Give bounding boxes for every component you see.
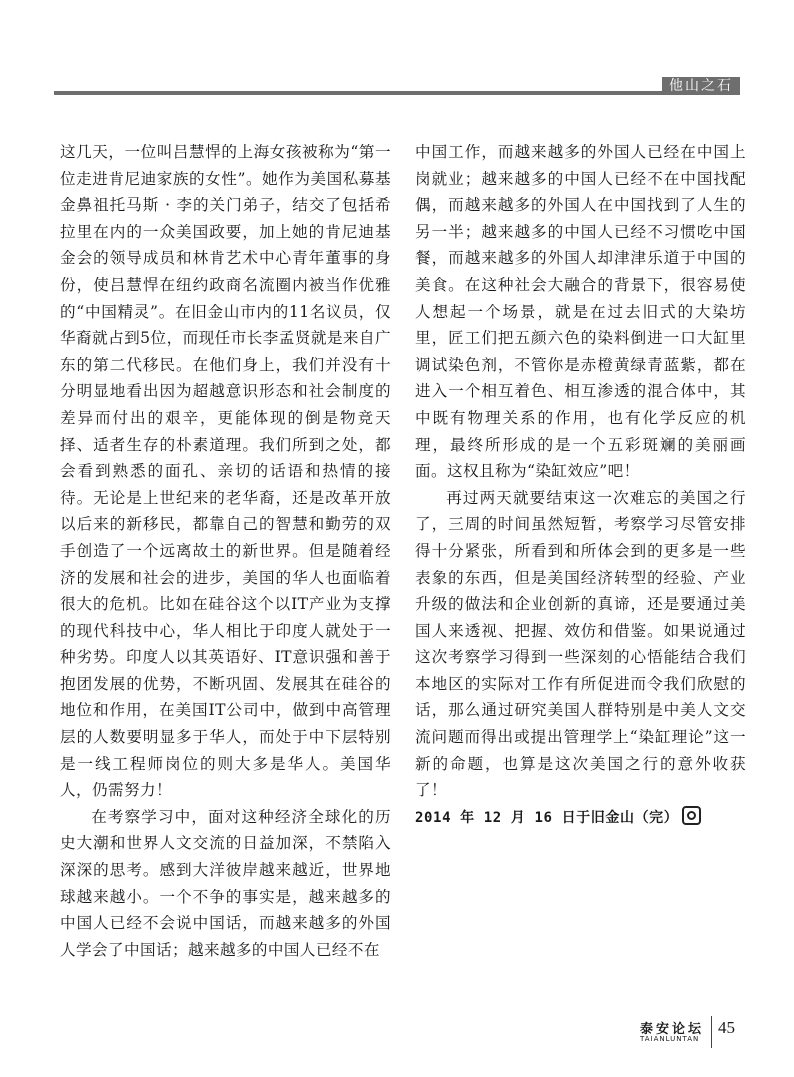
footer-divider <box>711 1016 712 1048</box>
header-rule <box>54 91 740 95</box>
page-footer <box>640 1016 740 1056</box>
paragraph: 在考察学习中，面对这种经济全球化的历史大潮和世界人文交流的日益加深，不禁陷入深深的思考。感到大洋彼岸越来越近，世界地球越来越小。一个不争的事实是，越来越多的中国人已经不会说中国话，而越来越多的外国人学会了中国话；越来越多的中国人已经不在 <box>60 807 391 959</box>
paragraph: 中国工作，而越来越多的外国人已经在中国上岗就业；越来越多的中国人已经不在中国找配偶，而越来越多的外国人在中国找到了人生的另一半；越来越多的中国人已经不习惯吃中国餐，而越来越多的外国人却津津乐道于中国的美食。在这种社会大融合的背景下，很容易使人想起一个场景，就是在过去旧式的大染坊里，匠工们把五颜六色的染料倒进一口大缸里调试染色剂，不管你是赤橙黄绿青蓝紫，都在进入一个相互着色、相互渗透的混合体中，其中既有物理关系的作用，也有化学反应的机理，最终所形成的是一个五彩斑斓的美丽画面。这权且称为“染缸效应”吧！ <box>415 143 746 481</box>
magazine-logo: 泰安论坛 <box>640 1022 705 1037</box>
paragraph: 这几天，一位叫吕慧悍的上海女孩被称为“第一位走进肯尼迪家族的女性”。她作为美国私募基金鼻祖托马斯 · 李的关门弟子，结交了包括希拉里在内的一众美国政要，加上她的肯尼迪基金会的领导成员和林肯艺术中心青年董事的身份，使吕慧悍在纽约政商名流圈内被当作优雅的“中国精灵”。在旧金山市内的11名议员，仅华裔就占到5位，而现任市长李孟贤就是来自广东的第二代移民。在他们身上，我们并没有十分明显地看出因为超越意识形态和社会制度的差异而付出的艰辛，更能体现的倒是物竞天择、适者生存的朴素道理。我们所到之处，都会看到熟悉的面孔、亲切的话语和热情的接待。无论是上世纪来的老华裔，还是改革开放以后来的新移民，都靠自己的智慧和勤劳的双手创造了一个远离故土的新世界。但是随着经济的发展和社会的进步，美国的华人也面临着很大的危机。比如在硅谷这个以IT产业为支撑的现代科技中心，华人相比于印度人就处于一种劣势。印度人以其英语好、IT意识强和善于抱团发展的优势，不断巩固、发展其在硅谷的地位和作用，在美国IT公司中，做到中高管理层的人数要明显多于华人，而处于中下层特别是一线工程师岗位的则大多是华人。美国华人，仍需努力！ <box>60 143 391 800</box>
left-column <box>60 139 391 963</box>
page-number: 45 <box>718 1018 735 1037</box>
end-mark-icon <box>682 806 701 825</box>
signoff-text: 2014 年 12 月 16 日于旧金山（完） <box>415 809 679 826</box>
right-column <box>415 139 746 829</box>
section-label: 他山之石 <box>662 77 740 95</box>
magazine-logo-pinyin: TAIANLUNTAN <box>640 1035 700 1043</box>
signoff-line <box>415 806 746 829</box>
paragraph: 再过两天就要结束这一次难忘的美国之行了，三周的时间虽然短暂，考察学习尽管安排得十分紧张，所看到和所体会到的更多是一些表象的东西，但是美国经济转型的经验、产业升级的做法和企业创新的真谛，还是要通过美国人来透视、把握、效仿和借鉴。如果说通过这次考察学习得到一些深刻的心悟能结合我们本地区的实际对工作有所促进而令我们欣慰的话，那么通过研究美国人群特别是中美人文交流问题而得出或提出管理学上“染缸理论”这一新的命题，也算是这次美国之行的意外收获了！ <box>415 488 746 800</box>
